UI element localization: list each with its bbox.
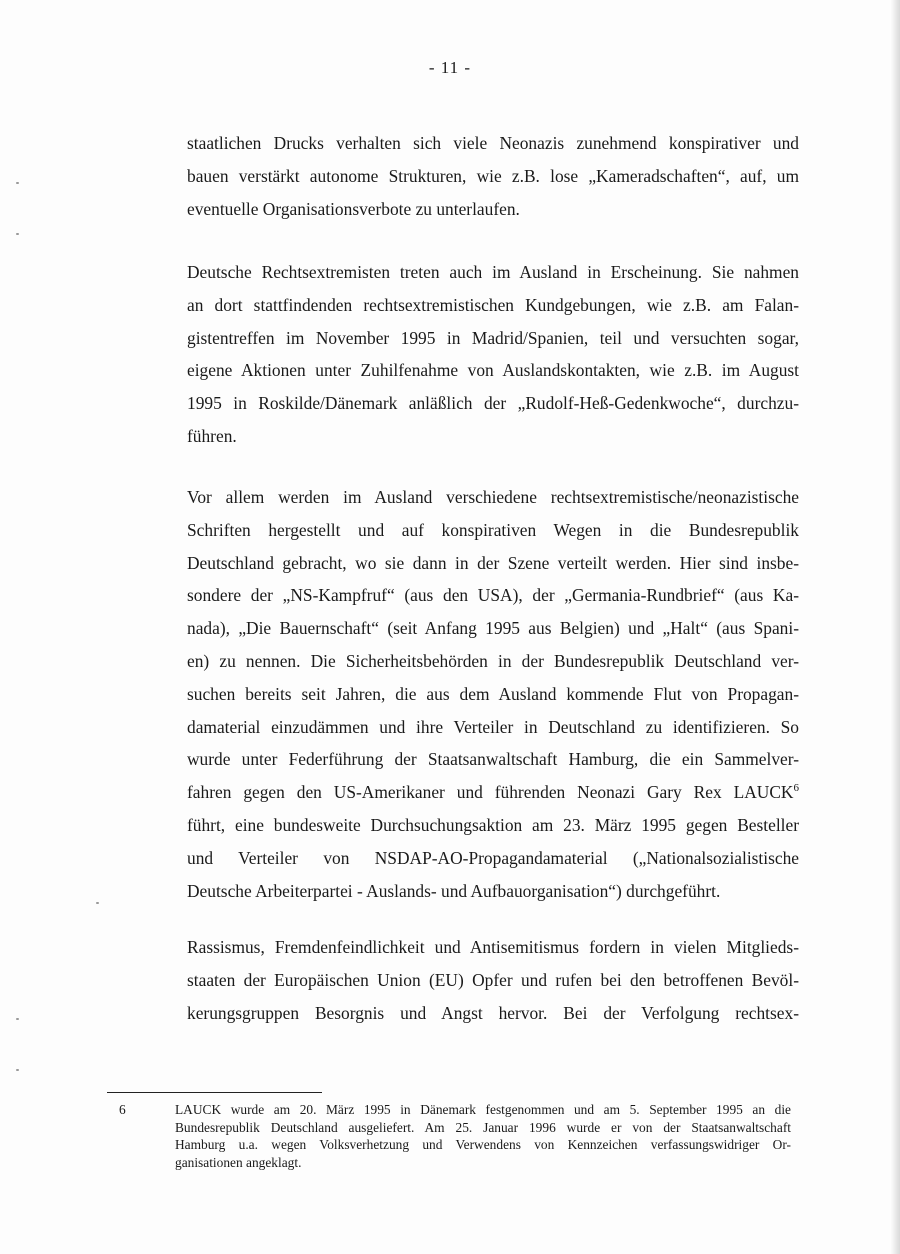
text-line: Rassismus, Fremdenfeindlichkeit und Antisemitismus fordern in vielen Mitglieds- bbox=[187, 937, 799, 957]
text-line: Deutsche Rechtsextremisten treten auch im Ausland in Erscheinung. Sie nahmen bbox=[187, 262, 799, 282]
text-line: führen. bbox=[187, 425, 237, 446]
text-line: nada), „Die Bauernschaft“ (seit Anfang 1995 aus Belgien) und „Halt“ (aus Spani- bbox=[187, 618, 799, 639]
paragraph-1 bbox=[187, 127, 799, 225]
text-line: en) zu nennen. Die Sicherheitsbehörden in der Bundesrepublik Deutschland ver- bbox=[187, 650, 799, 671]
scan-speck bbox=[16, 233, 19, 235]
text-line-with-footnote bbox=[187, 776, 799, 809]
scan-speck bbox=[16, 1069, 19, 1071]
footnote-text bbox=[175, 1101, 791, 1171]
text-line: damaterial einzudämmen und ihre Verteiler in Deutschland zu identifizieren. So bbox=[187, 716, 799, 737]
page-edge-shadow bbox=[890, 0, 900, 1254]
text-line: eigene Aktionen unter Zuhilfenahme von Auslandskontakten, wie z.B. im August bbox=[187, 360, 799, 381]
text-line: gistentreffen im November 1995 in Madrid/Spanien, teil und versuchten sogar, bbox=[187, 327, 799, 348]
text-line: und Verteiler von NSDAP-AO-Propagandamaterial („Nationalsozialistische bbox=[187, 847, 799, 868]
text-line: bauen verstärkt autonome Strukturen, wie z.B. lose „Kameradschaften“, auf, um bbox=[187, 165, 799, 186]
footnote-line: ganisationen angeklagt. bbox=[175, 1154, 302, 1170]
text-line: 1995 in Roskilde/Dänemark anläßlich der „Rudolf-Heß-Gedenkwoche“, durchzu- bbox=[187, 393, 799, 414]
paragraph-2 bbox=[187, 256, 799, 453]
text-line: Deutsche Arbeiterpartei - Auslands- und Aufbauorganisation“) durchgeführt. bbox=[187, 880, 721, 901]
paragraph-3 bbox=[187, 481, 799, 907]
scan-speck bbox=[16, 182, 19, 184]
footnote-number: 6 bbox=[119, 1102, 126, 1117]
text-line: eventuelle Organisationsverbote zu unterlaufen. bbox=[187, 198, 520, 219]
footnote-line: LAUCK wurde am 20. März 1995 in Dänemark festgenommen und am 5. September 1995 an die bbox=[175, 1102, 791, 1117]
footnote-divider bbox=[107, 1092, 322, 1093]
text-line: Deutschland gebracht, wo sie dann in der Szene verteilt werden. Hier sind insbe- bbox=[187, 552, 799, 573]
text-line: kerungsgruppen Besorgnis und Angst hervor. Bei der Verfolgung rechtsex- bbox=[187, 1002, 799, 1023]
footnote-reference[interactable]: 6 bbox=[793, 782, 799, 795]
text-line: Vor allem werden im Ausland verschiedene rechtsextremistische/neonazistische bbox=[187, 487, 799, 507]
text-segment: fahren gegen den US-Amerikaner und führenden Neonazi Gary Rex LAUCK bbox=[187, 782, 794, 803]
text-line: wurde unter Federführung der Staatsanwaltschaft Hamburg, die ein Sammelver- bbox=[187, 749, 799, 770]
text-line: sondere der „NS-Kampfruf“ (aus den USA), der „Germania-Rundbrief“ (aus Ka- bbox=[187, 585, 799, 606]
scan-speck bbox=[96, 902, 99, 904]
footnote-line: Hamburg u.a. wegen Volksverhetzung und Verwendens von Kennzeichen verfassungswidriger Or- bbox=[175, 1137, 791, 1153]
page-number: - 11 - bbox=[428, 58, 472, 77]
text-line: suchen bereits seit Jahren, die aus dem Ausland kommende Flut von Propagan- bbox=[187, 683, 799, 704]
paragraph-4 bbox=[187, 931, 799, 1029]
text-line: an dort stattfindenden rechtsextremistischen Kundgebungen, wie z.B. am Falan- bbox=[187, 294, 799, 315]
text-line: staaten der Europäischen Union (EU) Opfer und rufen bei den betroffenen Bevöl- bbox=[187, 969, 799, 990]
text-line: staatlichen Drucks verhalten sich viele Neonazis zunehmend konspirativer und bbox=[187, 133, 799, 153]
text-line: führt, eine bundesweite Durchsuchungsaktion am 23. März 1995 gegen Besteller bbox=[187, 814, 799, 835]
footnote-line: Bundesrepublik Deutschland ausgeliefert. Am 25. Januar 1996 wurde er von der Staatsanwaltschaft bbox=[175, 1119, 791, 1135]
text-line: Schriften hergestellt und auf konspirativen Wegen in die Bundesrepublik bbox=[187, 519, 799, 540]
scan-speck bbox=[16, 1018, 19, 1020]
